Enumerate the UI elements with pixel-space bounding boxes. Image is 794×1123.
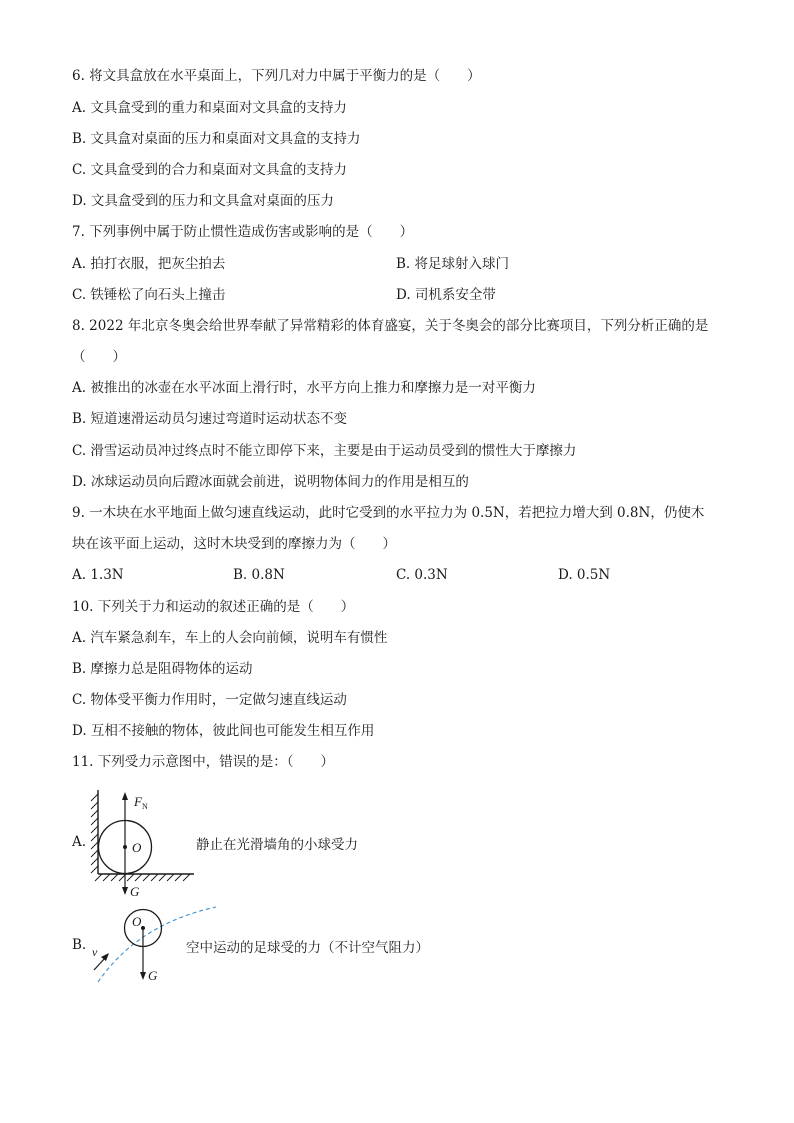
q6-option-c: C. 文具盒受到的合力和桌面对文具盒的支持力 [72, 162, 347, 178]
center-o-label: O [132, 840, 142, 855]
q9-option-a: A. 1.3N [72, 567, 124, 583]
q8-stem-line2: （ ） [72, 349, 126, 365]
q8-stem-line1: 8. 2022 年北京冬奥会给世界奉献了异常精彩的体育盛宴，关于冬奥会的部分比赛项目，下列分析正确的是 [72, 318, 709, 334]
figure-a-caption: 静止在光滑墙角的小球受力 [196, 837, 358, 853]
q9-stem-line2: 块在该平面上运动，这时木块受到的摩擦力为（ ） [72, 536, 396, 552]
q9-option-b: B. 0.8N [233, 567, 285, 583]
g-label: G [148, 968, 158, 983]
wall-hatching [91, 794, 98, 873]
fn-label-subscript: N [142, 802, 148, 811]
q10-option-c: C. 物体受平衡力作用时，一定做匀速直线运动 [72, 692, 347, 708]
v-arrowhead [101, 953, 109, 961]
g-arrowhead [140, 972, 146, 980]
q11-stem: 11. 下列受力示意图中，错误的是：（ ） [72, 754, 335, 770]
g-arrowhead [122, 887, 128, 895]
q8-option-a: A. 被推出的冰壶在水平冰面上滑行时，水平方向上推力和摩擦力是一对平衡力 [72, 380, 536, 396]
q8-option-c: C. 滑雪运动员冲过终点时不能立即停下来，主要是由于运动员受到的惯性大于摩擦力 [72, 443, 577, 459]
q10-option-d: D. 互相不接触的物体，彼此间也可能发生相互作用 [72, 723, 375, 739]
q8-option-b: B. 短道速滑运动员匀速过弯道时运动状态不变 [72, 411, 348, 427]
q7-option-d: D. 司机系安全带 [396, 287, 496, 303]
q11-option-a-label: A. [72, 834, 87, 850]
q6-option-b: B. 文具盒对桌面的压力和桌面对文具盒的支持力 [72, 131, 361, 147]
q10-option-a: A. 汽车紧急刹车，车上的人会向前倾，说明车有惯性 [72, 630, 388, 646]
fn-label: F [134, 794, 142, 809]
q7-option-a: A. 拍打衣服，把灰尘拍去 [72, 256, 226, 272]
floor-hatching [95, 874, 190, 881]
q6-option-a: A. 文具盒受到的重力和桌面对文具盒的支持力 [72, 100, 347, 116]
figure-a-ball-in-corner [86, 782, 198, 900]
g-label: G [130, 884, 140, 899]
q10-option-b: B. 摩擦力总是阻碍物体的运动 [72, 661, 253, 677]
q8-option-d: D. 冰球运动员向后蹬冰面就会前进，说明物体间力的作用是相互的 [72, 474, 469, 490]
q6-stem: 6. 将文具盒放在水平桌面上，下列几对力中属于平衡力的是（ ） [72, 68, 481, 84]
q11-option-b-label: B. [72, 937, 87, 953]
figure-b-caption: 空中运动的足球受的力（不计空气阻力） [186, 940, 429, 956]
fn-arrowhead [122, 792, 128, 800]
q7-option-c: C. 铁锤松了向石头上撞击 [72, 287, 226, 303]
q9-option-d: D. 0.5N [558, 567, 611, 583]
v-label: v [92, 945, 98, 959]
q7-option-b: B. 将足球射入球门 [396, 256, 510, 272]
q9-option-c: C. 0.3N [396, 567, 448, 583]
q6-option-d: D. 文具盒受到的压力和文具盒对桌面的压力 [72, 193, 334, 209]
q10-stem: 10. 下列关于力和运动的叙述正确的是（ ） [72, 599, 355, 615]
q7-stem: 7. 下列事例中属于防止惯性造成伤害或影响的是（ ） [72, 224, 414, 240]
q9-stem-line1: 9. 一木块在水平地面上做匀速直线运动，此时它受到的水平拉力为 0.5N，若把拉力增大到 0.8N，仍使木 [72, 505, 705, 521]
center-o-label: O [132, 914, 142, 929]
